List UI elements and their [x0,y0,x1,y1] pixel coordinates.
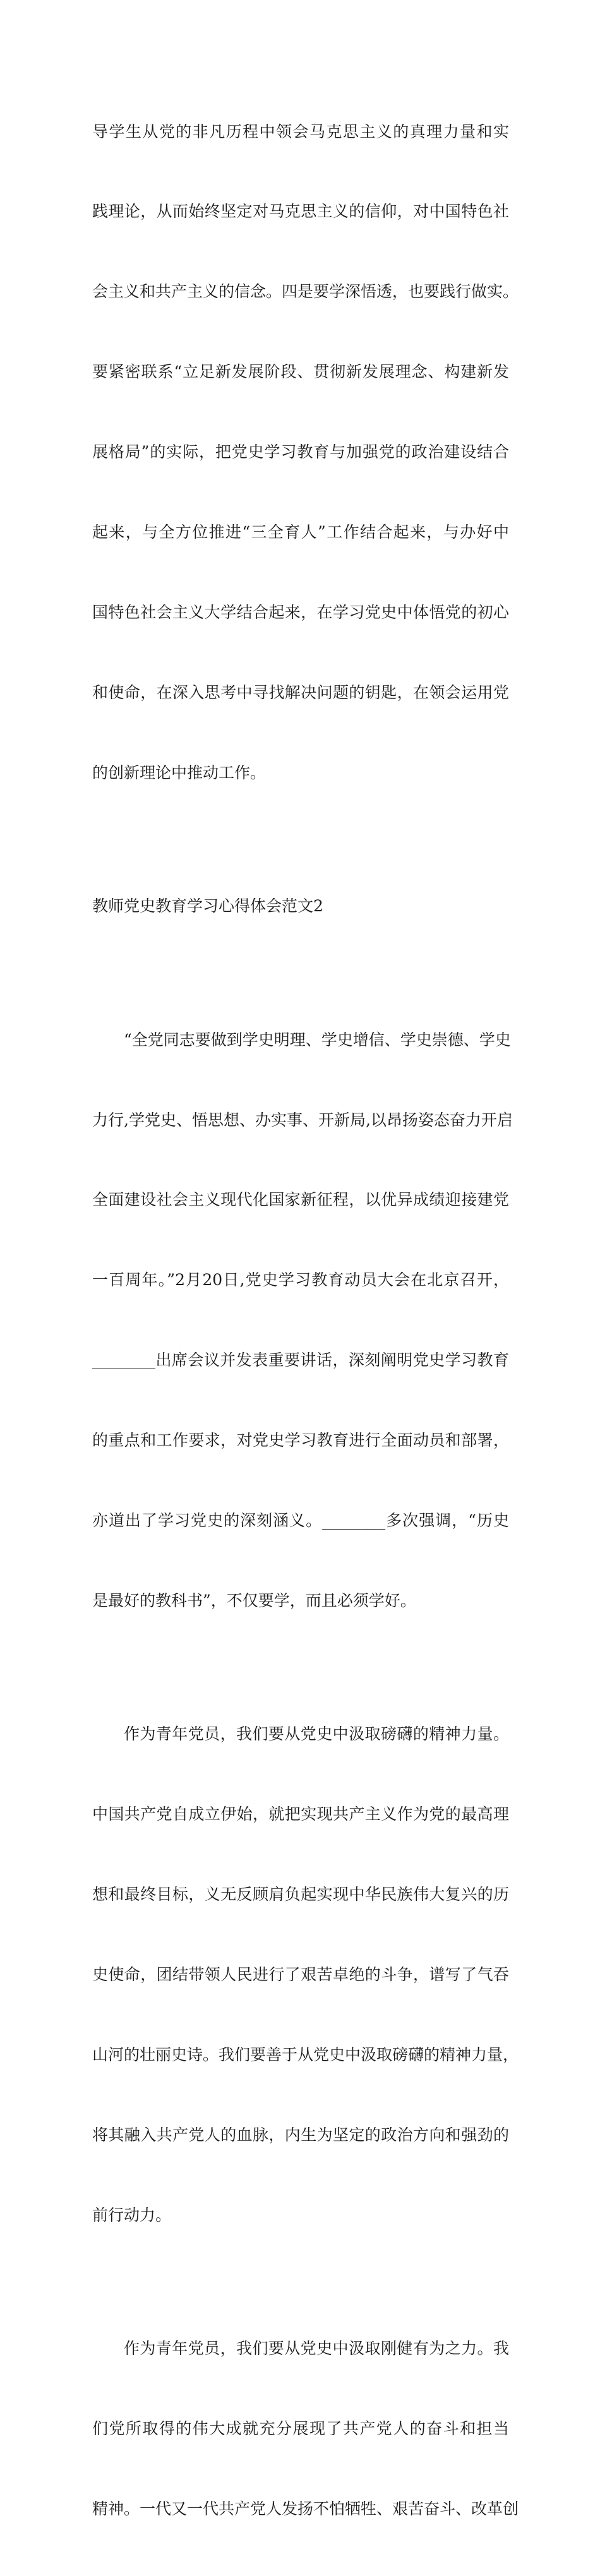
text-line: 们党所取得的伟大成就充分展现了共产党人的奋斗和担当 [92,2419,509,2438]
text-line: 展格局”的实际，把党史学习教育与加强党的政治建设结合 [92,443,509,462]
text-line: 起来，与全方位推进“三全育人”工作结合起来，与办好中 [92,523,509,542]
paragraph-4 [92,2282,519,2576]
text-line: 国特色社会主义大学结合起来，在学习党史中体悟党的初心 [92,602,509,621]
text-line: 史使命，团结带领人民进行了艰苦卓绝的斗争，谱写了气吞 [92,1965,509,1984]
text-line: 精神。一代又一代共产党人发扬不怕牺牲、艰苦奋斗、改革创 [92,2500,519,2519]
text-line: 是最好的教科书”，不仅要学，而且必须学好。 [92,1591,416,1610]
text-line: 前行动力。 [92,2205,172,2224]
paragraph-2 [92,973,513,1668]
text-line: 践理论，从而始终坚定对马克思主义的信仰，对中国特色社 [92,202,509,221]
text-line: “全党同志要做到学史明理、学史增信、学史崇德、学史 [124,1030,511,1049]
text-line: 全面建设社会主义现代化国家新征程，以优异成绩迎接建党 [92,1190,509,1209]
text-line: 的创新理论中推动工作。 [92,763,267,782]
text-line: 一百周年。”2月20日,党史学习教育动员大会在北京召开， [92,1271,509,1290]
text-line: 会主义和共产主义的信念。四是要学深悟透，也要践行做实。 [92,282,519,301]
text-line: 中国共产党自成立伊始，就把实现共产主义作为党的最高理 [92,1805,509,1824]
text-line: 作为青年党员，我们要从党史中汲取磅礴的精神力量。 [124,1725,509,1744]
text-line: ________出席会议并发表重要讲话，深刻阐明党史学习教育 [92,1351,509,1370]
paragraph-3 [92,1668,519,2282]
section-heading [92,840,509,973]
text-line: 山河的壮丽史诗。我们要善于从党史中汲取磅礴的精神力量， [92,2045,519,2064]
text-line: 想和最终目标，义无反顾肩负起实现中华民族伟大复兴的历 [92,1885,509,1904]
document-body [92,65,519,2576]
text-line: 的重点和工作要求，对党史学习教育进行全面动员和部署， [92,1431,509,1450]
text-line: 将其融入共产党人的血脉，内生为坚定的政治方向和强劲的 [92,2125,509,2144]
heading-text: 教师党史教育学习心得体会范文2 [92,897,323,916]
text-line: 力行,学党史、悟思想、办实事、开新局,以昂扬姿态奋力开启 [92,1110,513,1129]
text-line: 和使命，在深入思考中寻找解决问题的钥匙，在领会运用党 [92,683,509,702]
paragraph-1 [92,65,519,840]
text-line: 导学生从党的非凡历程中领会马克思主义的真理力量和实 [92,122,509,141]
text-line: 要紧密联系“立足新发展阶段、贯彻新发展理念、构建新发 [92,362,509,381]
text-line: 作为青年党员，我们要从党史中汲取刚健有为之力。我 [124,2339,509,2358]
text-line: 亦道出了学习党史的深刻涵义。________多次强调，“历史 [92,1511,509,1530]
